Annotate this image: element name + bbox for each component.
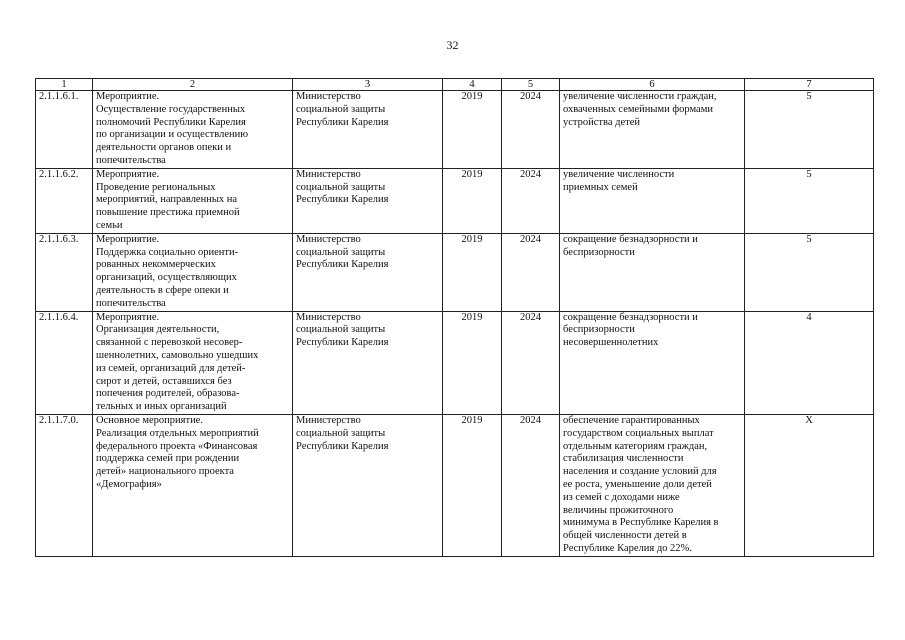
measure-name-cell [93,91,293,169]
row-number-cell: 2.1.1.6.3. [36,233,93,311]
table-row [36,414,874,556]
start-year-cell: 2019 [443,414,502,556]
indicator-link-cell: 4 [745,311,874,414]
page-number: 32 [446,38,459,52]
expected-result-cell-line: величины прожиточного [563,504,674,516]
header-cell: 2 [93,79,293,91]
header-cell: 7 [745,79,874,91]
measure-name-cell-line: Поддержка социально ориенти- [96,246,239,258]
measure-name-cell-line: Основное мероприятие. [96,414,203,426]
row-number-cell: 2.1.1.7.0. [36,414,93,556]
start-year-cell: 2019 [443,233,502,311]
executor-cell-line: Министерство [296,311,361,323]
executor-cell-line: Республики Карелия [296,337,389,349]
table-row [36,311,874,414]
measure-name-cell-line: деятельности органов опеки и [96,142,232,154]
measure-name-cell-line: попечительства [96,297,166,309]
expected-result-cell [560,91,745,169]
measure-name-cell-line: Осуществление государственных [96,103,246,115]
end-year-cell: 2024 [502,414,560,556]
expected-result-cell-line: несовершеннолетних [563,337,659,349]
measure-name-cell-line: Мероприятие. [96,168,160,180]
row-number-cell: 2.1.1.6.1. [36,91,93,169]
executor-cell-line: Министерство [296,414,361,426]
header-cell: 1 [36,79,93,91]
executor-cell [293,168,443,233]
measure-name-cell-line: семьи [96,219,123,231]
indicator-link-cell: 5 [745,233,874,311]
measure-name-cell-line: из семей, организаций для детей- [96,362,246,374]
executor-cell-line: социальной защиты [296,181,386,193]
expected-result-cell-line: обеспечение гарантированных [563,414,700,426]
measure-name-cell-line: деятельность в сфере опеки и [96,284,229,296]
executor-cell-line: Республики Карелия [296,440,389,452]
measure-name-cell-line: Мероприятие. [96,233,160,245]
executor-cell [293,311,443,414]
indicator-link-cell: Х [745,414,874,556]
end-year-cell: 2024 [502,311,560,414]
expected-result-cell-line: приемных семей [563,181,638,193]
header-cell: 5 [502,79,560,91]
measure-name-cell-line: федерального проекта «Финансовая [96,440,258,452]
measure-name-cell-line: Организация деятельности, [96,324,220,336]
expected-result-cell-line: сокращение безнадзорности и [563,311,698,323]
measure-name-cell-line: Мероприятие. [96,91,160,102]
measure-name-cell-line: детей» национального проекта [96,466,234,478]
measure-name-cell-line: повышение престижа приемной [96,207,240,219]
expected-result-cell-line: устройства детей [563,116,640,128]
start-year-cell: 2019 [443,311,502,414]
measure-name-cell-line: попечительства [96,154,166,166]
expected-result-cell [560,311,745,414]
executor-cell [293,91,443,169]
table-row [36,233,874,311]
expected-result-cell-line: стабилизация численности [563,453,684,465]
expected-result-cell [560,414,745,556]
measure-name-cell-line: Проведение региональных [96,181,216,193]
measure-name-cell [93,311,293,414]
end-year-cell: 2024 [502,233,560,311]
executor-cell-line: социальной защиты [296,324,386,336]
expected-result-cell-line: сокращение безнадзорности и [563,233,698,245]
measure-name-cell-line: организаций, осуществляющих [96,272,237,284]
measure-name-cell-line: рованных некоммерческих [96,259,216,271]
executor-cell [293,414,443,556]
table-row [36,91,874,169]
row-number-cell: 2.1.1.6.2. [36,168,93,233]
executor-cell-line: Министерство [296,233,361,245]
expected-result-cell-line: общей численности детей в [563,530,687,542]
executor-cell-line: Министерство [296,91,361,102]
start-year-cell: 2019 [443,91,502,169]
expected-result-cell [560,233,745,311]
expected-result-cell-line: увеличение численности [563,168,675,180]
executor-cell [293,233,443,311]
indicator-link-cell: 5 [745,168,874,233]
header-row [36,79,874,91]
header-cell: 4 [443,79,502,91]
measure-name-cell-line: Мероприятие. [96,311,160,323]
executor-cell-line: Республики Карелия [296,116,389,128]
measure-name-cell-line: полномочий Республики Карелия [96,116,246,128]
measure-name-cell-line: по организации и осуществлению [96,129,249,141]
executor-cell-line: Республики Карелия [296,259,389,271]
measure-name-cell-line: тельных и иных организаций [96,401,227,413]
measure-name-cell-line: связанной с перевозкой несовер- [96,337,243,349]
executor-cell-line: социальной защиты [296,427,386,439]
header-cell: 3 [293,79,443,91]
measure-name-cell-line: «Демография» [96,478,162,490]
expected-result-cell-line: государством социальных выплат [563,427,714,439]
expected-result-cell-line: Республике Карелия до 22%. [563,542,692,554]
indicator-link-cell: 5 [745,91,874,169]
expected-result-cell-line: населения и создание условий для [563,466,717,478]
measure-name-cell-line: попечения родителей, образова- [96,388,240,400]
measure-name-cell-line: сирот и детей, оставшихся без [96,375,232,387]
table-body [36,91,874,557]
expected-result-cell-line: из семей с доходами ниже [563,491,680,503]
executor-cell-line: социальной защиты [296,246,386,258]
expected-result-cell [560,168,745,233]
row-number-cell: 2.1.1.6.4. [36,311,93,414]
program-measures-table [35,78,874,557]
executor-cell-line: Республики Карелия [296,194,389,206]
start-year-cell: 2019 [443,168,502,233]
end-year-cell: 2024 [502,91,560,169]
header-cell: 6 [560,79,745,91]
expected-result-cell-line: охваченных семейными формами [563,103,713,115]
expected-result-cell-line: беспризорности [563,324,635,336]
measure-name-cell [93,233,293,311]
measure-name-cell-line: поддержка семей при рождении [96,453,240,465]
expected-result-cell-line: минимума в Республике Карелия в [563,517,719,529]
expected-result-cell-line: увеличение численности граждан, [563,91,717,102]
executor-cell-line: Министерство [296,168,361,180]
measure-name-cell-line: шеннолетних, самовольно ушедших [96,349,259,361]
measure-name-cell [93,168,293,233]
measure-name-cell [93,414,293,556]
expected-result-cell-line: беспризорности [563,246,635,258]
table-row [36,168,874,233]
measure-name-cell-line: мероприятий, направленных на [96,194,238,206]
expected-result-cell-line: отдельным категориям граждан, [563,440,708,452]
measure-name-cell-line: Реализация отдельных мероприятий [96,427,259,439]
executor-cell-line: социальной защиты [296,103,386,115]
end-year-cell: 2024 [502,168,560,233]
expected-result-cell-line: ее роста, уменьшение доли детей [563,478,712,490]
